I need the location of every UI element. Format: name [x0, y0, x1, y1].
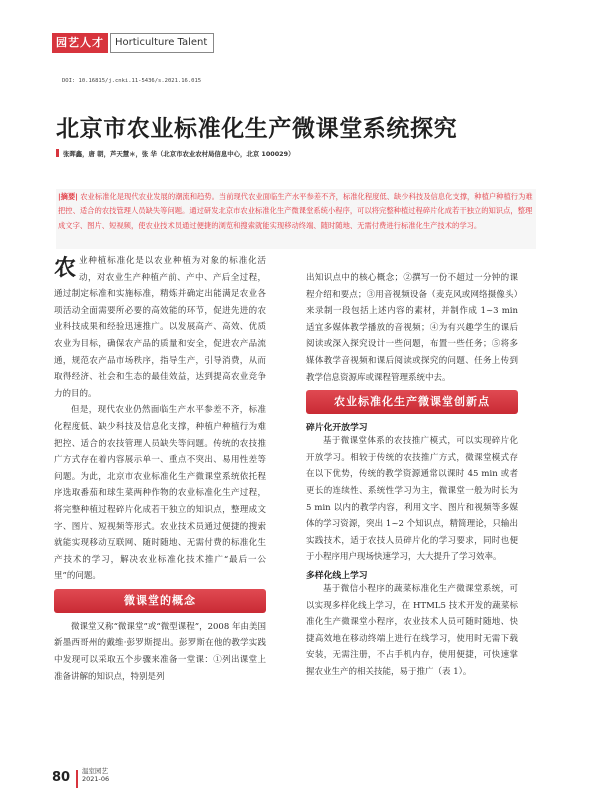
article-title: 北京市农业标准化生产微课堂系统探究	[56, 116, 458, 142]
page-number: 80	[52, 770, 71, 785]
footer-magazine	[82, 767, 109, 783]
section-heading: 农业标准化生产微课堂创新点	[306, 390, 518, 414]
subheading: 多样化线上学习	[306, 570, 368, 581]
abstract-text: 农业标准化是现代农业发展的潮流和趋势。当前现代农业面临生产水平参差不齐，标准化程度低、缺少科技及信息化支撑，种植户种植行为难把控、适合的农技管理人员缺失等问题。通过研发北京市农业标准化生产微课堂系统小程序，可以将完整种植过程碎片化成若干独立的知识点，整理成文字、图片、短视频，使农业技术员通过便捷的浏览和搜索就能实现移动终端、随时随地、无需付费进行标准化生产技术的学习。	[58, 192, 533, 230]
issue-date: 2021-06	[82, 775, 110, 783]
authors-text: 张晖鑫，唐 朝，芦天慧＊，张 华（北京市农业农村局信息中心，北京 100029）	[63, 150, 295, 158]
right-column	[306, 270, 518, 680]
section-tag: 园艺人才	[52, 33, 108, 53]
subheading: 碎片化开放学习	[306, 423, 368, 434]
intro-paragraph	[54, 253, 266, 402]
footer-divider	[76, 770, 78, 788]
section-tag-english: Horticulture Talent	[110, 33, 214, 53]
intro-text: 业种植标准化是以农业种植为对象的标准化活动，对农业生产种植产前、产中、产后全过程，通过制定标准和实施标准，精炼并确定出能满足农业各项活动全面需要所必要的高效能的环节，促进先进的农业科技成果和经验迅速推广。以发展高产、高效、优质农业为目标，确保农产品的质量和安全，促进农产品流通，规范农产品市场秩序，指导生产，引导消费，从而取得经济、社会和生态的最佳效益，达到提高农业竞争力的目的。	[54, 256, 266, 399]
authors-bar	[56, 149, 59, 157]
paragraph: 微课堂又称“微课堂”或“微型课程”，2008 年由美国新墨西哥州的戴维·彭罗斯提出。彭罗斯在他的教学实践中发现可以采取五个步骤来准备一堂课：①列出课堂上准备讲解的知识点，特别是列	[54, 621, 266, 682]
left-column	[54, 253, 266, 685]
paragraph: 但是，现代农业仍然面临生产水平参差不齐，标准化程度低、缺少科技及信息化支撑，种植户种植行为难把控、适合的农技管理人员缺失等问题。传统的农技推广方式存在着内容展示单一、重点不突出、易用性差等问题。为此，北京市农业标准化生产微课堂系统依托程序选取番茄和球生菜两种作物的农业标准化生产过程，将完整种植过程碎片化成若干独立的知识点，整理成文字、图片、短视频等形式。农业技术员通过便捷的搜索就能实现移动互联网、随时随地、无需付费的标准化生产技术的学习，解决农业标准化技术推广“最后一公里”的问题。	[54, 405, 266, 582]
abstract	[56, 189, 536, 249]
magazine-name: 温室园艺	[82, 767, 108, 775]
doi: DOI: 10.16815/j.cnki.11-5436/s.2021.16.015	[62, 78, 202, 84]
section-heading: 微课堂的概念	[54, 589, 266, 613]
abstract-label: |摘要|	[58, 192, 78, 201]
authors	[56, 149, 294, 158]
dropcap: 农	[54, 255, 77, 281]
paragraph: 基于微信小程序的蔬菜标准化生产微课堂系统，可以实现多样化线上学习，在 HTML5 技术开发的蔬菜标准化生产微课堂小程序，农业技术人员可随时随地、快捷高效地在移动终端上进行在线学习，使用时无需下载安装，无需注册，不占手机内存，使用便捷，可快速掌握农业生产的相关技能，易于推广（表 1）。	[306, 583, 518, 677]
paragraph: 出知识点中的核心概念；②撰写一份不超过一分钟的课程介绍和要点；③用音视频设备（麦克风或网络摄像头）来录制一段包括上述内容的素材，并制作成 1~3 min 适宜多媒体教学播放的音视频；④为有兴趣学生的课后阅读或深入探究设计一些问题，布置一些任务；⑤将多媒体教学音视频和课后阅读或探究的问题、任务上传到教学信息资源库或课程管理系统中去。	[306, 273, 518, 383]
paragraph: 基于微课堂体系的农技推广模式，可以实现碎片化开放学习。相较于传统的农技推广方式，微课堂模式存在以下优势，传统的教学资源通常以课时 45 min 或者更长的连续性、系统性学习为主，微课堂一般为时长为 5 min 以内的教学内容，利用文字、图片和视频等多媒体的学习资源，突出 1~2 个知识点，精简理论，只输出实践技术，适于农技人员碎片化的学习要求，同时也便于小程序用户现场快速学习，大大提升了学习效率。	[306, 436, 518, 563]
